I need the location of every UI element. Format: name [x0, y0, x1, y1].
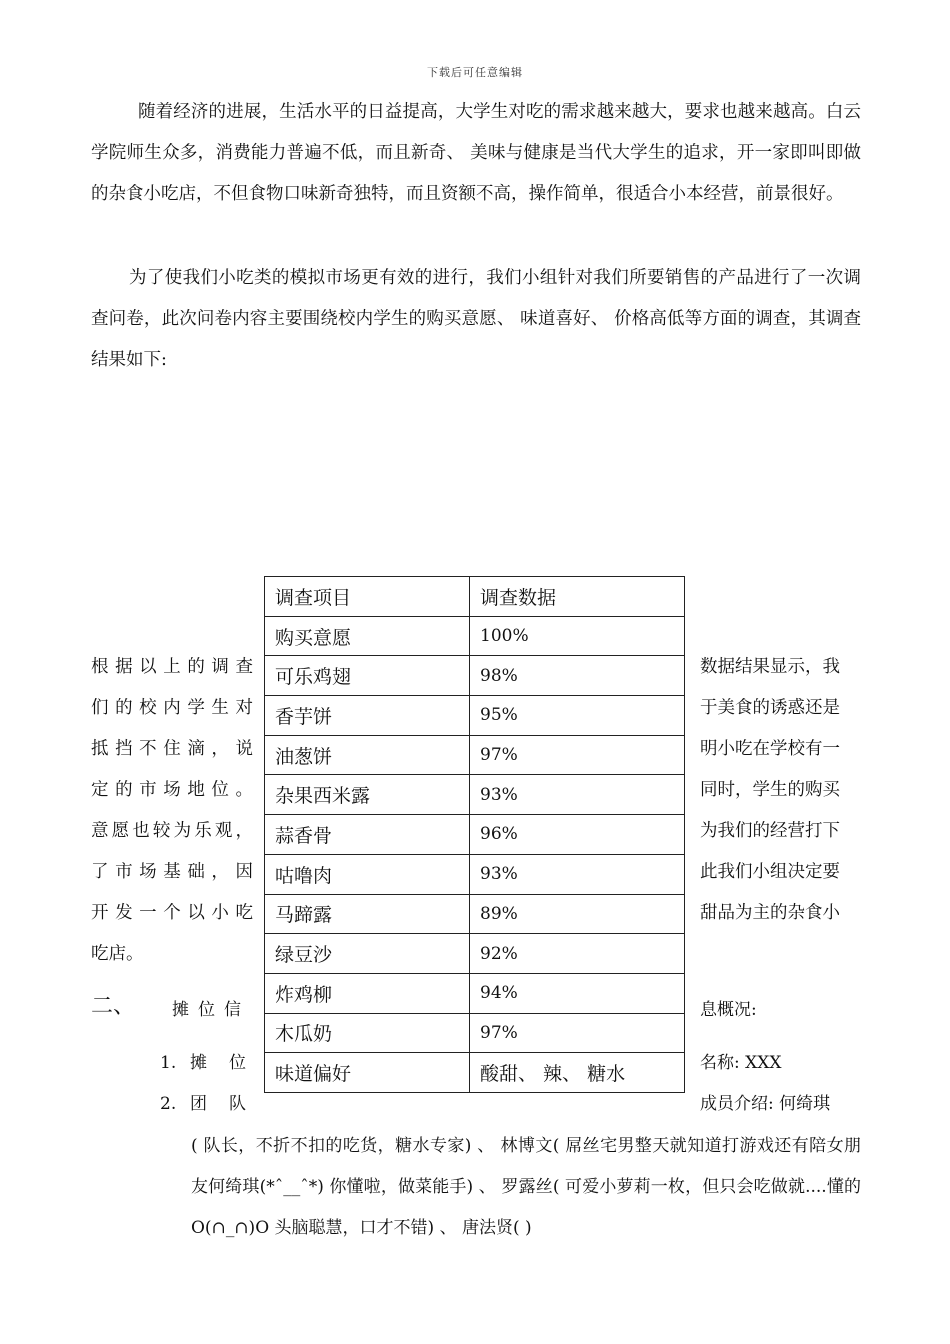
right-wrapped-text	[700, 647, 860, 934]
table-cell-value: 96%	[470, 815, 685, 855]
item-2-label: 团队	[190, 1094, 268, 1114]
table-cell-item: 味道偏好	[265, 1053, 470, 1093]
left-text-line: 意愿也较为乐观，	[91, 821, 253, 841]
table-row	[265, 735, 685, 775]
item-1-value: 名称: XXX	[700, 1053, 782, 1073]
table-row	[265, 973, 685, 1013]
left-text-line: 定的市场地位。	[91, 780, 253, 800]
table-cell-value: 89%	[470, 894, 685, 934]
table-cell-item: 木瓜奶	[265, 1013, 470, 1053]
item-2-value: 成员介绍: 何绮琪	[700, 1094, 831, 1114]
table-cell-item: 香芋饼	[265, 696, 470, 736]
survey-table	[264, 576, 685, 1093]
table-cell-item: 绿豆沙	[265, 934, 470, 974]
table-row	[265, 656, 685, 696]
table-cell-value: 93%	[470, 854, 685, 894]
table-row	[265, 1053, 685, 1093]
left-wrapped-text	[91, 647, 253, 975]
table-cell-value: 酸甜、 辣、 糖水	[470, 1053, 685, 1093]
item-2-number: 2.	[160, 1094, 177, 1114]
table-header-row	[265, 577, 685, 617]
right-text-line: 同时，学生的购买	[700, 780, 840, 800]
table-cell-item: 咕噜肉	[265, 854, 470, 894]
team-description: ( 队长，不折不扣的吃货，糖水专家) 、 林博文( 屌丝宅男整天就知道打游戏还有陪女朋友何绮琪(*ˆ__ˆ*) 你懂啦，做菜能手) 、 罗露丝( 可爱小萝莉一枚，但只会吃做就....懂的 O(∩_∩)O 头脑聪慧，口才不错) 、 唐法贤( )	[191, 1136, 861, 1238]
table-row	[265, 696, 685, 736]
right-text-line: 为我们的经营打下	[700, 821, 840, 841]
left-text-line: 了市场基础，因	[91, 862, 253, 882]
left-text-line: 根据以上的调查	[91, 657, 253, 677]
table-cell-item: 炸鸡柳	[265, 973, 470, 1013]
table-cell-value: 94%	[470, 973, 685, 1013]
table-row	[265, 1013, 685, 1053]
right-text-line: 明小吃在学校有一	[700, 739, 840, 759]
left-text-line: 吃店。	[91, 944, 144, 964]
table-cell-value: 100%	[470, 616, 685, 656]
right-text-line: 数据结果显示，我	[700, 657, 840, 677]
right-text-line: 于美食的诱惑还是	[700, 698, 840, 718]
table-row	[265, 854, 685, 894]
right-text-line: 甜品为主的杂食小	[700, 903, 840, 923]
table-cell-value: 98%	[470, 656, 685, 696]
table-row	[265, 616, 685, 656]
table-header-cell: 调查数据	[470, 577, 685, 617]
table-cell-item: 马蹄露	[265, 894, 470, 934]
table-cell-item: 杂果西米露	[265, 775, 470, 815]
section-2-number: 二、	[91, 994, 136, 1019]
table-cell-value: 97%	[470, 735, 685, 775]
table-cell-value: 95%	[470, 696, 685, 736]
table-cell-value: 92%	[470, 934, 685, 974]
page-header: 下载后可任意编辑	[427, 66, 523, 79]
item-1-number: 1.	[160, 1053, 177, 1073]
table-header-cell: 调查项目	[265, 577, 470, 617]
table-row	[265, 894, 685, 934]
table-row	[265, 775, 685, 815]
table-cell-item: 蒜香骨	[265, 815, 470, 855]
table-row	[265, 815, 685, 855]
right-text-line: 此我们小组决定要	[700, 862, 840, 882]
table-cell-item: 油葱饼	[265, 735, 470, 775]
left-text-line: 开发一个以小吃	[91, 903, 253, 923]
item-1-label: 摊位	[190, 1053, 268, 1073]
left-text-line: 抵挡不住滴，说	[91, 739, 253, 759]
intro-paragraph-2: 为了使我们小吃类的模拟市场更有效的进行，我们小组针对我们所要销售的产品进行了一次调查问卷，此次问卷内容主要围绕校内学生的购买意愿、 味道喜好、 价格高低等方面的调查，其调查结果如下:	[91, 268, 861, 370]
left-text-line: 们的校内学生对	[91, 698, 253, 718]
table-cell-item: 购买意愿	[265, 616, 470, 656]
table-row	[265, 934, 685, 974]
section-2-title-left: 摊位信	[172, 1000, 250, 1020]
table-cell-value: 97%	[470, 1013, 685, 1053]
intro-paragraph-1: 随着经济的进展，生活水平的日益提高，大学生对吃的需求越来越大，要求也越来越高。白云学院师生众多，消费能力普遍不低，而且新奇、 美味与健康是当代大学生的追求，开一家即叫即做的杂食小吃店，不但食物口味新奇独特，而且资额不高，操作简单，很适合小本经营，前景很好。	[91, 102, 861, 204]
table-cell-item: 可乐鸡翅	[265, 656, 470, 696]
table-cell-value: 93%	[470, 775, 685, 815]
section-2-title-right: 息概况:	[700, 1000, 757, 1020]
